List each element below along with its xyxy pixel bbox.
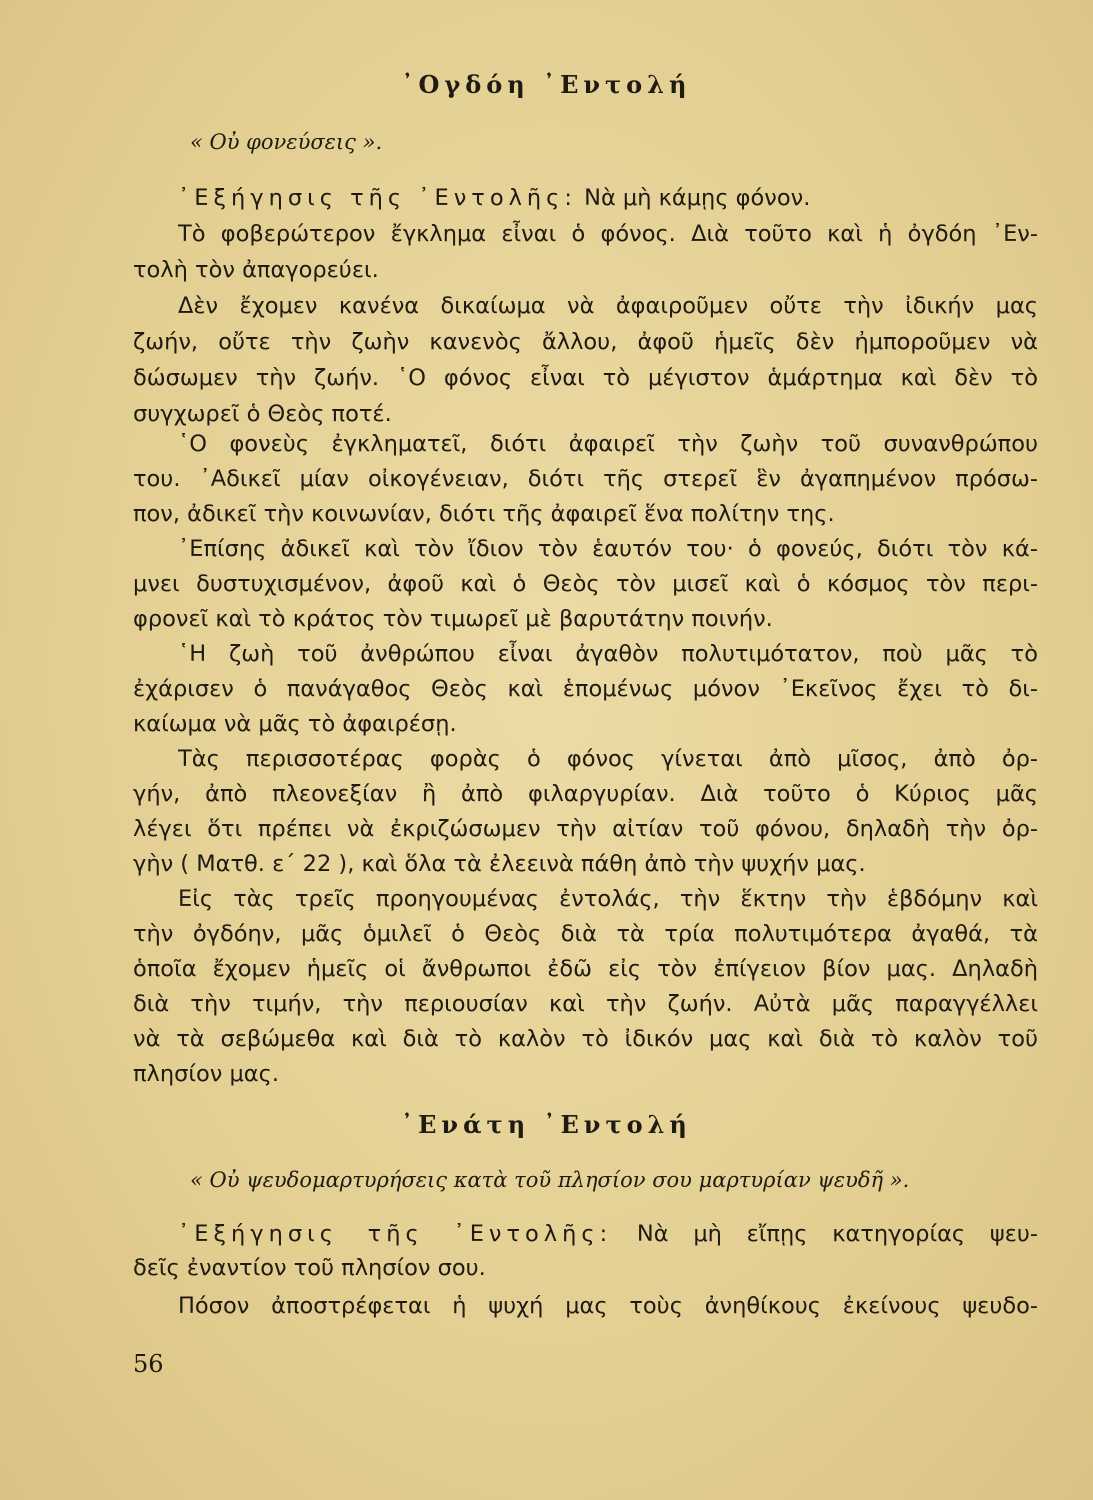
text-line: διὰ τὴν τιμήν, τὴν περιουσίαν καὶ τὴν ζωήν. Αὐτὰ μᾶς παραγγέλλει [133, 991, 1038, 1017]
text-line: γήν, ἀπὸ πλεονεξίαν ἢ ἀπὸ φιλαργυρίαν. Διὰ τοῦτο ὁ Κύριος μᾶς [133, 781, 1038, 807]
explanation-line-eighth [178, 182, 1038, 216]
text-line: ῾Ο φονεὺς ἐγκληματεῖ, διότι ἀφαιρεῖ τὴν ζωὴν τοῦ συνανθρώπου [178, 431, 1038, 457]
section-title-eighth-commandment: ᾿Ογδόη ᾿Εντολή [401, 70, 692, 99]
section-title-ninth-commandment: ᾿Ενάτη ᾿Εντολή [401, 1110, 692, 1139]
text-line: δεῖς ἐναντίον τοῦ πλησίον σου. [133, 1255, 486, 1281]
text-line: Νὰ μὴ κάμῃς φόνον. [584, 185, 811, 211]
text-line: Εἰς τὰς τρεῖς προηγουμένας ἐντολάς, τὴν ἕκτην τὴν ἑβδόμην καὶ [178, 886, 1038, 912]
text-line: καίωμα νὰ μᾶς τὸ ἀφαιρέσῃ. [133, 711, 457, 737]
text-line: φρονεῖ καὶ τὸ κράτος τὸν τιμωρεῖ μὲ βαρυτάτην ποινήν. [133, 606, 773, 632]
text-line: Τὸ φοβερώτερον ἔγκλημα εἶναι ὁ φόνος. Διὰ τοῦτο καὶ ἡ ὀγδόη ᾿Εν- [178, 221, 1038, 247]
text-line: Νὰ μὴ εἴπῃς κατηγορίας ψευ- [636, 1221, 1038, 1247]
text-line: ἐχάρισεν ὁ πανάγαθος Θεὸς καὶ ἑπομένως μόνον ᾿Εκεῖνος ἔχει τὸ δι- [133, 676, 1038, 702]
explanation-line-ninth [178, 1218, 1038, 1252]
explanation-label: ᾿Εξήγησις τῆς ᾿Εντολῆς: [178, 185, 577, 211]
text-line: ζωήν, οὔτε τὴν ζωὴν κανενὸς ἄλλου, ἀφοῦ ἡμεῖς δὲν ἠμποροῦμεν νὰ [133, 329, 1038, 355]
text-line: γὴν ( Ματθ. ε΄ 22 ), καὶ ὅλα τὰ ἐλεεινὰ πάθη ἀπὸ τὴν ψυχήν μας. [133, 851, 866, 877]
text-line: ῾Η ζωὴ τοῦ ἀνθρώπου εἶναι ἀγαθὸν πολυτιμότατον, ποὺ μᾶς τὸ [178, 641, 1038, 667]
text-line: μνει δυστυχισμένον, ἀφοῦ καὶ ὁ Θεὸς τὸν μισεῖ καὶ ὁ κόσμος τὸν περι- [133, 571, 1038, 597]
text-line: Τὰς περισσοτέρας φορὰς ὁ φόνος γίνεται ἀπὸ μῖσος, ἀπὸ ὀρ- [178, 746, 1038, 772]
text-line: δώσωμεν τὴν ζωήν. ῾Ο φόνος εἶναι τὸ μέγιστον ἁμάρτημα καὶ δὲν τὸ [133, 365, 1038, 391]
text-line: νὰ τὰ σεβώμεθα καὶ διὰ τὸ καλὸν τὸ ἰδικόν μας καὶ διὰ τὸ καλὸν τοῦ [133, 1026, 1038, 1052]
text-line: τὴν ὀγδόην, μᾶς ὁμιλεῖ ὁ Θεὸς διὰ τὰ τρία πολυτιμότερα ἀγαθά, τὰ [133, 921, 1038, 947]
text-line: πλησίον μας. [133, 1061, 279, 1087]
explanation-label: ᾿Εξήγησις τῆς ᾿Εντολῆς: [178, 1221, 613, 1247]
text-line: πον, ἀδικεῖ τὴν κοινωνίαν, διότι τῆς ἀφαιρεῖ ἕνα πολίτην της. [133, 501, 835, 527]
text-line: Πόσον ἀποστρέφεται ἡ ψυχή μας τοὺς ἀνηθίκους ἐκείνους ψευδο- [178, 1293, 1038, 1319]
text-line: λέγει ὅτι πρέπει νὰ ἐκριζώσωμεν τὴν αἰτίαν τοῦ φόνου, δηλαδὴ τὴν ὀρ- [133, 816, 1038, 842]
page-number: 56 [133, 1350, 164, 1378]
text-line: Δὲν ἔχομεν κανένα δικαίωμα νὰ ἀφαιροῦμεν οὔτε τὴν ἰδικήν μας [178, 293, 1038, 319]
text-line: του. ᾿Αδικεῖ μίαν οἰκογένειαν, διότι τῆς στερεῖ ἓν ἀγαπημένον πρόσω- [133, 466, 1038, 492]
text-line: συγχωρεῖ ὁ Θεὸς ποτέ. [133, 401, 392, 427]
commandment-quote-eighth: « Οὐ φονεύσεις ». [190, 130, 383, 154]
text-line: τολὴ τὸν ἀπαγορεύει. [133, 257, 379, 283]
commandment-quote-ninth: « Οὐ ψευδομαρτυρήσεις κατὰ τοῦ πλησίον σου μαρτυρίαν ψευδῆ ». [190, 1168, 910, 1192]
text-line: ᾿Επίσης ἀδικεῖ καὶ τὸν ἴδιον τὸν ἑαυτόν του· ὁ φονεύς, διότι τὸν κά- [178, 536, 1038, 562]
text-line: ὁποῖα ἔχομεν ἡμεῖς οἱ ἄνθρωποι ἐδῶ εἰς τὸν ἐπίγειον βίον μας. Δηλαδὴ [133, 956, 1038, 982]
